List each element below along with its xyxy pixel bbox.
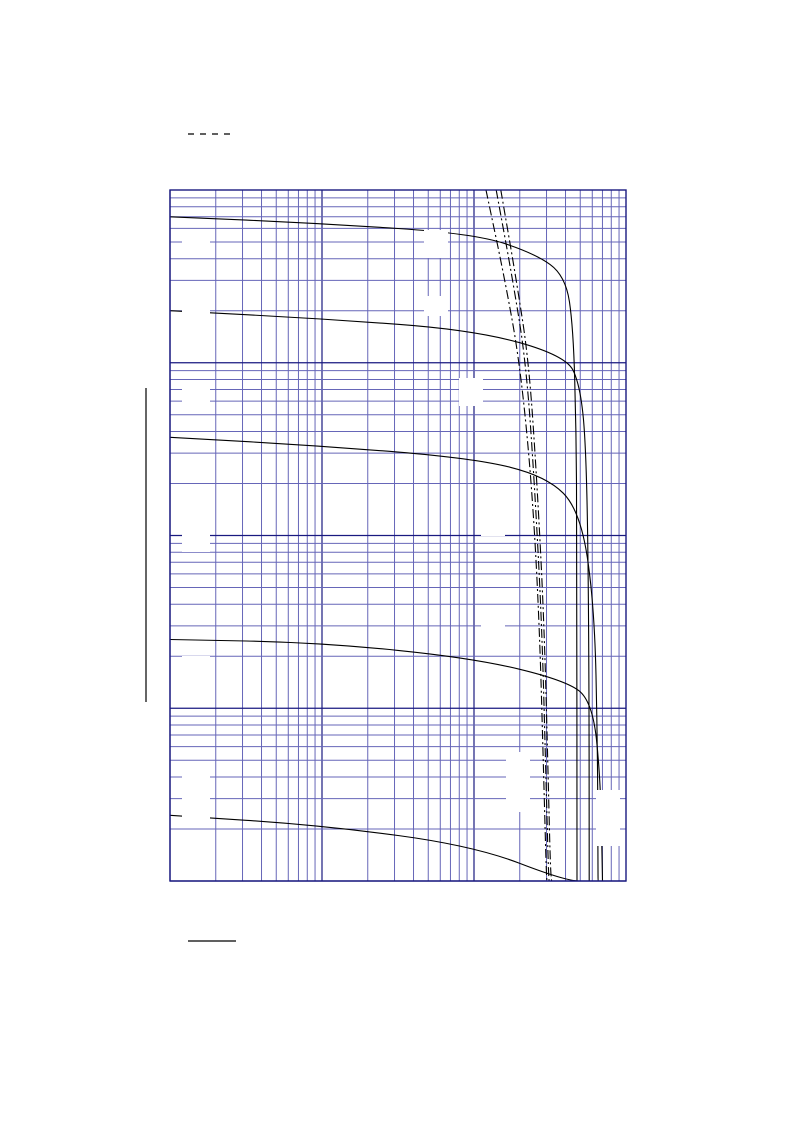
blank-label-area-12: [596, 790, 620, 846]
blank-label-area-8: [459, 378, 483, 406]
blank-label-area-10: [481, 624, 505, 654]
blank-label-area-2: [182, 382, 210, 404]
blank-label-area-0: [182, 230, 210, 252]
blank-label-area-5: [182, 768, 210, 824]
blank-label-area-9: [481, 500, 505, 536]
blank-label-area-6: [424, 230, 448, 258]
blank-label-area-4: [182, 656, 210, 678]
blank-label-area-7: [424, 296, 448, 316]
blank-label-area-1: [182, 296, 210, 318]
series-solid-line-2: [170, 437, 598, 881]
blank-label-area-11: [506, 752, 530, 812]
series-solid-line-4: [170, 815, 604, 881]
blank-label-area-3: [182, 530, 210, 552]
blank-label-areas: [182, 230, 620, 846]
grid: [170, 190, 626, 881]
